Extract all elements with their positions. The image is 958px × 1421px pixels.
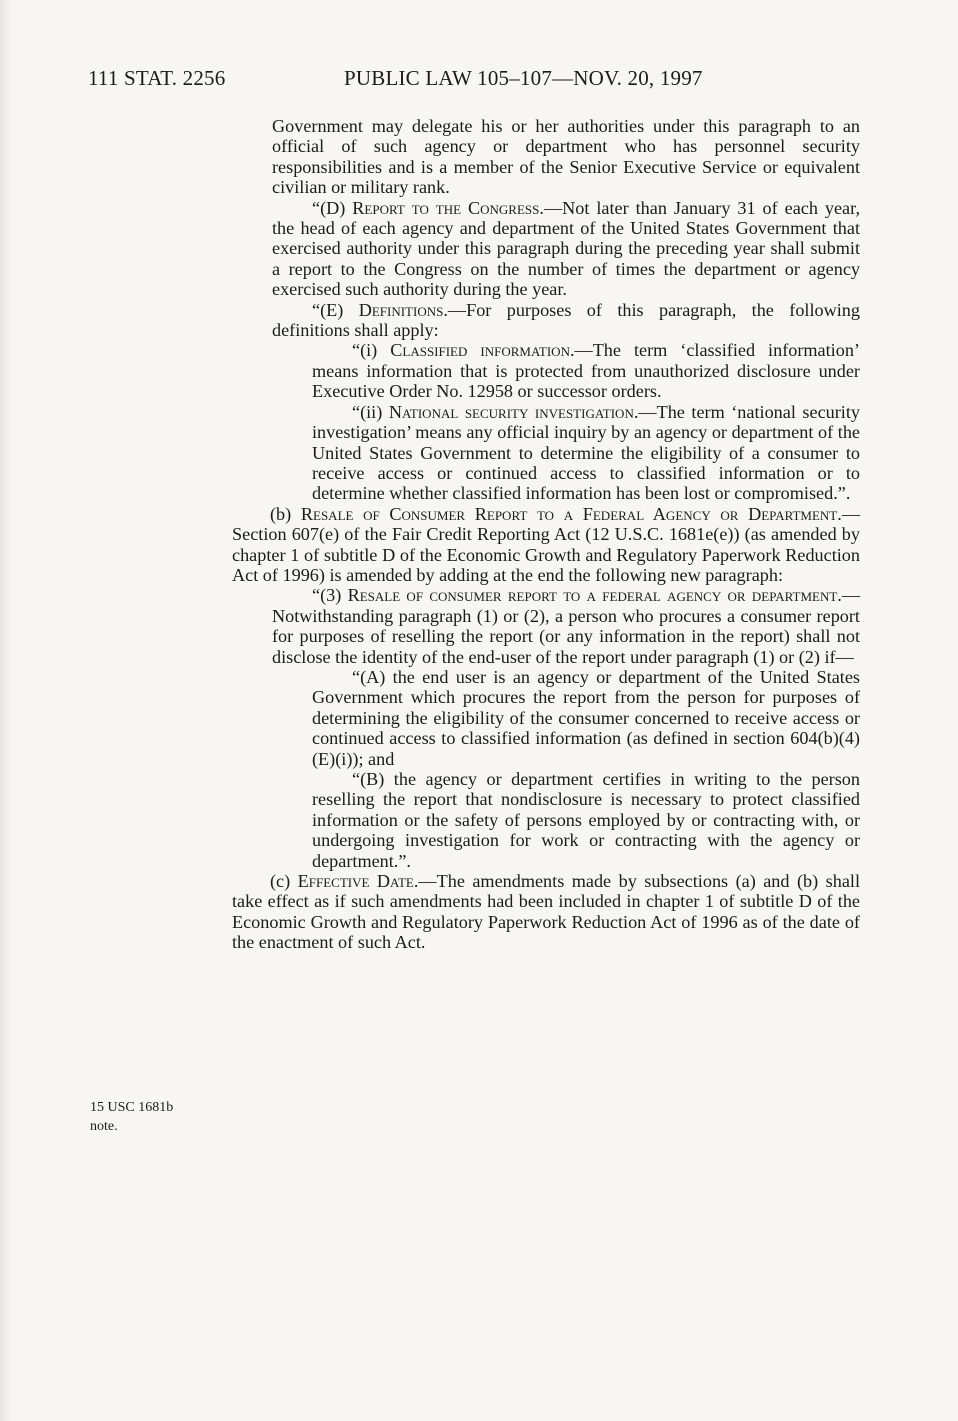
subparagraph-b: “(B) the agency or department certifies in writing to the person reselling the report that nondisclosure is necessary to protect classified information or the safety of persons employed by or contracting with, or undergoing investigation for work or contracting with the agency or department.”. <box>312 769 860 871</box>
subparagraph-d: “(D) Report to the Congress.—Not later than January 31 of each year, the head of each agency and department of the United States Government that exercised authority under this paragraph during the preceding year shall submit a report to the Congress on the number of times the department or agency exercised such authority during the year. <box>272 197 860 300</box>
clause-i-heading: Classified information. <box>390 340 575 361</box>
subparagraph-e: “(E) Definitions.—For purposes of this paragraph, the following definitions shall apply: <box>272 299 860 341</box>
subsection-b-heading: Resale of Consumer Report to a Federal Agency or Department. <box>300 503 842 524</box>
continued-paragraph: Government may delegate his or her authorities under this paragraph to an official of such agency or department who has personnel security responsibilities and is a member of the Senior Executive Service or equivalent civilian or military rank. <box>272 116 860 198</box>
clause-i: “(i) Classified information.—The term ‘classified information’ means information that is protected from unauthorized disclosure under Executive Order No. 12958 or successor orders. <box>312 340 860 402</box>
page-header <box>88 66 868 98</box>
clause-ii: “(ii) National security investigation.—The term ‘national security investigation’ means any official inquiry by an agency or department of the United States Government to determine the eligibility of a consumer to receive access or continued access to classified information or to determine whether classified information has been lost or compromised.”. <box>312 401 860 504</box>
subsection-c-heading: Effective Date. <box>297 871 419 892</box>
page-edge-shadow <box>0 0 12 1421</box>
clause-ii-heading: National security investigation. <box>388 401 639 422</box>
statute-page-number: 111 STAT. 2256 <box>88 66 226 90</box>
public-law-title: PUBLIC LAW 105–107—NOV. 20, 1997 <box>344 66 703 90</box>
subsection-b: (b) Resale of Consumer Report to a Federal Agency or Department.—Section 607(e) of the Fair Credit Reporting Act (12 U.S.C. 1681e(e)) (as amended by chapter 1 of subtitle D of the Economic Growth and Regulatory Paperwork Reduction Act of 1996) is amended by adding at the end the following new paragraph: <box>232 503 860 585</box>
document-body <box>232 116 860 953</box>
paragraph-3-heading: Resale of consumer report to a federal agency or department. <box>347 585 842 606</box>
paragraph-3: “(3) Resale of consumer report to a federal agency or department.—Notwithstanding paragraph (1) or (2), a person who procures a consumer report for purposes of reselling the report (or any information in the report) shall not disclose the identity of the end-user of the report under paragraph (1) or (2) if— <box>272 585 861 667</box>
margin-note <box>90 1098 210 1136</box>
margin-note-line1: 15 USC 1681b <box>90 1100 174 1115</box>
subparagraph-d-heading: Report to the Congress. <box>352 197 544 218</box>
subparagraph-e-heading: Definitions. <box>358 299 448 320</box>
margin-note-line2: note. <box>90 1119 118 1134</box>
subsection-c: (c) Effective Date.—The amendments made by subsections (a) and (b) shall take effect as if such amendments had been included in chapter 1 of subtitle D of the Economic Growth and Regulatory Paperwork Reduction Act of 1996 as of the date of the enactment of such Act. <box>232 871 860 953</box>
subparagraph-a: “(A) the end user is an agency or department of the United States Government which procures the report from the person for purposes of determining the eligibility of the consumer concerned to receive access or continued access to classified information (as defined in section 604(b)(4)(E)(i)); and <box>312 666 860 769</box>
